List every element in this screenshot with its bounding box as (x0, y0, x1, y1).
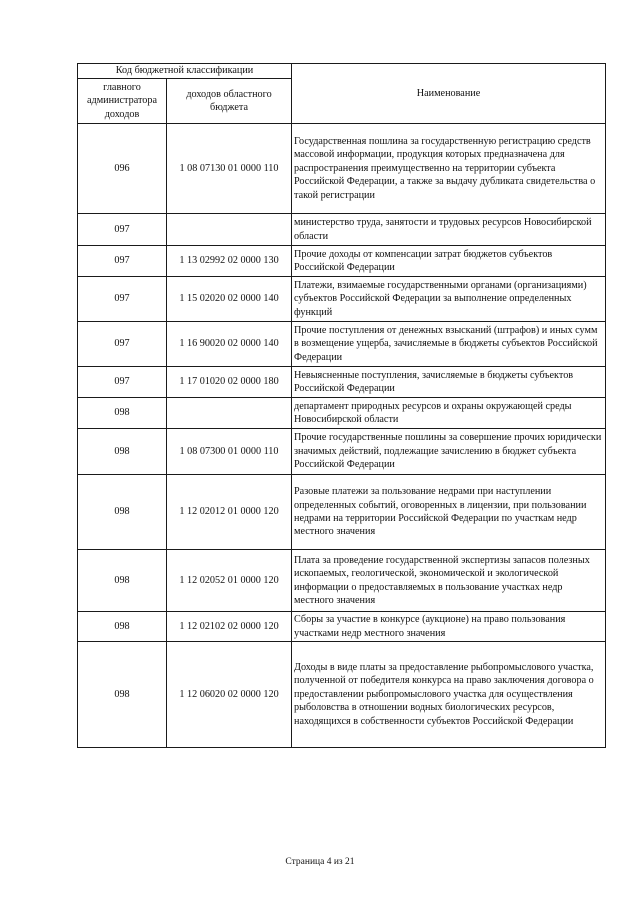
table-row (78, 277, 606, 322)
revenue-code-cell: 1 15 02020 02 0000 140 (167, 277, 292, 322)
admin-code-cell: 098 (78, 475, 167, 550)
admin-code-cell: 096 (78, 124, 167, 214)
revenue-code-cell: 1 08 07130 01 0000 110 (167, 124, 292, 214)
revenue-code-cell: 1 16 90020 02 0000 140 (167, 322, 292, 367)
admin-code-cell: 098 (78, 398, 167, 429)
name-cell: Прочие поступления от денежных взысканий (штрафов) и иных сумм в возмещение ущерба, зачисляемые в бюджеты субъектов Российской Федерации (292, 322, 606, 367)
admin-code-cell: 098 (78, 642, 167, 748)
name-cell: Платежи, взимаемые государственными органами (организациями) субъектов Российской Федерации за выполнение определенных функций (292, 277, 606, 322)
page-number: Страница 4 из 21 (285, 857, 355, 867)
header-budget-classification-code: Код бюджетной классификации (78, 64, 292, 79)
header-row-group (78, 64, 606, 79)
revenue-code-cell: 1 12 02012 01 0000 120 (167, 475, 292, 550)
header-name: Наименование (292, 64, 606, 124)
name-cell: Сборы за участие в конкурсе (аукционе) на право пользования участками недр местного значения (292, 612, 606, 642)
table-row (78, 429, 606, 475)
budget-classification-table (77, 63, 606, 748)
admin-code-cell: 097 (78, 277, 167, 322)
revenue-code-cell: 1 13 02992 02 0000 130 (167, 246, 292, 277)
revenue-code-cell (167, 214, 292, 246)
revenue-code-cell: 1 12 02052 01 0000 120 (167, 550, 292, 612)
revenue-code-cell: 1 08 07300 01 0000 110 (167, 429, 292, 475)
table-row (78, 367, 606, 398)
name-cell: Невыясненные поступления, зачисляемые в бюджеты субъектов Российской Федерации (292, 367, 606, 398)
admin-code-cell: 098 (78, 429, 167, 475)
admin-code-cell: 097 (78, 214, 167, 246)
admin-code-cell: 097 (78, 367, 167, 398)
revenue-code-cell (167, 398, 292, 429)
table-row (78, 612, 606, 642)
header-revenue-code: доходов областного бюджета (167, 79, 292, 124)
table-row (78, 642, 606, 748)
section-name-cell: министерство труда, занятости и трудовых ресурсов Новосибирской области (292, 214, 606, 246)
header-admin-code: главного администратора доходов (78, 79, 167, 124)
table-row (78, 322, 606, 367)
name-cell: Доходы в виде платы за предоставление рыбопромыслового участка, полученной от победителя конкурса на право заключения договора о предоставлении рыбопромыслового участка для осуществления рыболовства в отношении водных биологических ресурсов, находящихся в собственности субъектов Российской Федерации (292, 642, 606, 748)
name-cell: Прочие доходы от компенсации затрат бюджетов субъектов Российской Федерации (292, 246, 606, 277)
name-cell: Прочие государственные пошлины за совершение прочих юридически значимых действий, подлежащие зачислению в бюджет субъекта Российской Федерации (292, 429, 606, 475)
revenue-code-cell: 1 17 01020 02 0000 180 (167, 367, 292, 398)
table-row-section (78, 398, 606, 429)
admin-code-cell: 097 (78, 322, 167, 367)
name-cell: Государственная пошлина за государственную регистрацию средств массовой информации, продукция которых предназначена для распространения преимущественно на территории субъекта Российской Федерации, а также за выдачу дубликата свидетельства о такой регистрации (292, 124, 606, 214)
revenue-code-cell: 1 12 02102 02 0000 120 (167, 612, 292, 642)
table-row-section (78, 214, 606, 246)
section-name-cell: департамент природных ресурсов и охраны окружающей среды Новосибирской области (292, 398, 606, 429)
admin-code-cell: 098 (78, 612, 167, 642)
table-row (78, 475, 606, 550)
name-cell: Разовые платежи за пользование недрами при наступлении определенных событий, оговоренных в лицензии, при пользовании недрами на территории Российской Федерации по участкам недр местного значения (292, 475, 606, 550)
admin-code-cell: 097 (78, 246, 167, 277)
name-cell: Плата за проведение государственной экспертизы запасов полезных ископаемых, геологической, экономической и экологической информации о предоставляемых в пользование участках недр местного значения (292, 550, 606, 612)
admin-code-cell: 098 (78, 550, 167, 612)
table-row (78, 124, 606, 214)
revenue-code-cell: 1 12 06020 02 0000 120 (167, 642, 292, 748)
table-row (78, 246, 606, 277)
table-row (78, 550, 606, 612)
